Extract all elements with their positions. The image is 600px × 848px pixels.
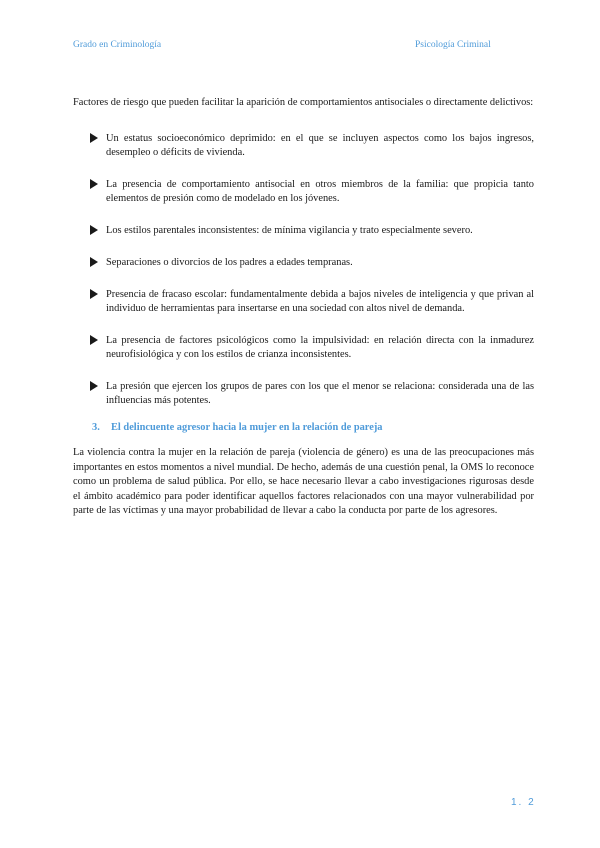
list-item bbox=[73, 334, 534, 362]
list-item-text: Presencia de fracaso escolar: fundamentalmente debida a bajos niveles de inteligencia y que privan al individuo de herramientas para insertarse en una sociedad con altos nivel de demanda. bbox=[106, 289, 534, 314]
list-item bbox=[73, 178, 534, 206]
risk-factor-list bbox=[73, 132, 534, 408]
list-item bbox=[73, 288, 534, 316]
body-paragraph: La violencia contra la mujer en la relación de pareja (violencia de género) es una de las preocupaciones más importantes en estos momentos a nivel mundial. De hecho, además de una cuestión penal, la OMS lo reconoce como un problema de salud pública. Por ello, se hace necesario llevar a cabo investigaciones rigurosas desde el ámbito académico para poder identificar aquellos factores relacionados con una mayor vulnerabilidad por parte de las víctimas y una mayor probabilidad de llevar a cabo la conducta por parte de los agresores. bbox=[73, 447, 534, 516]
page-number: 1. 2 bbox=[511, 797, 536, 808]
section-title-text: El delincuente agresor hacia la mujer en la relación de pareja bbox=[111, 422, 383, 433]
list-item-text: La presencia de factores psicológicos como la impulsividad: en relación directa con la inmadurez neurofisiológica y con los estilos de crianza inconsistentes. bbox=[106, 335, 534, 360]
list-item-text: Los estilos parentales inconsistentes: de mínima vigilancia y trato especialmente severo. bbox=[106, 225, 473, 236]
arrow-bullet-icon bbox=[90, 257, 98, 267]
arrow-bullet-icon bbox=[90, 225, 98, 235]
intro-paragraph: Factores de riesgo que pueden facilitar la aparición de comportamientos antisociales o directamente delictivos: bbox=[73, 97, 534, 108]
arrow-bullet-icon bbox=[90, 381, 98, 391]
list-item bbox=[73, 256, 534, 270]
list-item-text: Separaciones o divorcios de los padres a edades tempranas. bbox=[106, 257, 353, 268]
header-course: Grado en Criminología bbox=[73, 40, 162, 50]
arrow-bullet-icon bbox=[90, 289, 98, 299]
list-item bbox=[73, 380, 534, 408]
section-number: 3. bbox=[92, 422, 100, 433]
header-subject: Psicología Criminal bbox=[415, 40, 491, 50]
arrow-bullet-icon bbox=[90, 335, 98, 345]
list-item-text: Un estatus socioeconómico deprimido: en el que se incluyen aspectos como los bajos ingresos, desempleo o déficits de vivienda. bbox=[106, 133, 534, 158]
list-item bbox=[73, 132, 534, 160]
list-item-text: La presencia de comportamiento antisocial en otros miembros de la familia: que propicia tanto elementos de presión como de modelado en los jóvenes. bbox=[106, 179, 534, 204]
main-content bbox=[73, 96, 534, 408]
arrow-bullet-icon bbox=[90, 133, 98, 143]
section-heading bbox=[92, 422, 382, 433]
arrow-bullet-icon bbox=[90, 179, 98, 189]
list-item-text: La presión que ejercen los grupos de pares con los que el menor se relaciona: considerada una de las influencias más potentes. bbox=[106, 381, 534, 406]
list-item bbox=[73, 224, 534, 238]
